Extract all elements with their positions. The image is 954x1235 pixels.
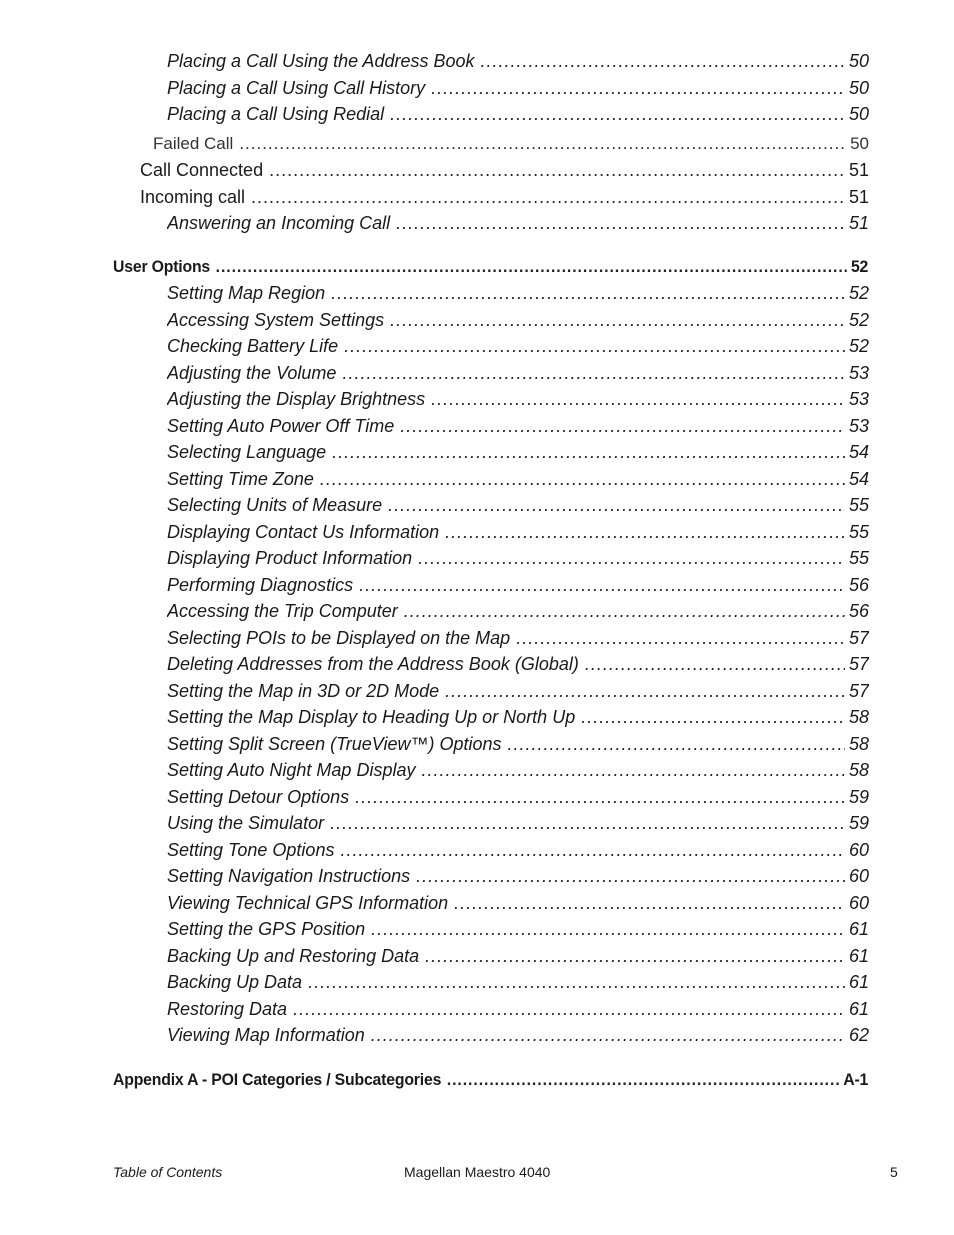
toc-entry (167, 49, 869, 73)
toc-entry-page: 58 (848, 707, 869, 727)
toc-entry (167, 599, 869, 623)
toc-entry (167, 573, 869, 597)
toc-entry-title: Placing a Call Using Call History (167, 78, 426, 98)
dot-leader (404, 599, 845, 623)
toc-entry (167, 652, 869, 676)
toc-entry-page: 54 (848, 469, 869, 489)
dot-leader (216, 255, 848, 279)
toc-entry-page: 53 (848, 416, 869, 436)
dot-leader (418, 546, 845, 570)
toc-entry (167, 679, 869, 703)
toc-entry-page: 50 (848, 104, 869, 124)
toc-entry-title: Restoring Data (167, 999, 288, 1019)
toc-entry-page: 55 (848, 548, 869, 568)
toc-entry-page: 55 (848, 495, 869, 515)
dot-leader (239, 132, 846, 156)
toc-entry (167, 211, 869, 235)
dot-leader (320, 467, 845, 491)
toc-entry-title: Checking Battery Life (167, 336, 339, 356)
toc-entry-page: 57 (848, 628, 869, 648)
toc-entry-title: Setting the Map Display to Heading Up or North Up (167, 707, 576, 727)
toc-entry-title: Accessing System Settings (167, 310, 385, 330)
dot-leader (445, 679, 845, 703)
toc-entry-title: Setting the GPS Position (167, 919, 366, 939)
toc-entry-title: Selecting Language (167, 442, 327, 462)
dot-leader (342, 361, 845, 385)
toc-entry-page: 57 (848, 654, 869, 674)
dot-leader (332, 440, 845, 464)
toc-entry-page: 54 (848, 442, 869, 462)
dot-leader (585, 652, 845, 676)
toc-entry (167, 387, 869, 411)
dot-leader (293, 997, 845, 1021)
toc-entry (167, 997, 869, 1021)
dot-leader (431, 387, 845, 411)
toc-entry (167, 281, 869, 305)
toc-entry (167, 626, 869, 650)
toc-entry-title: Backing Up and Restoring Data (167, 946, 420, 966)
dot-leader (445, 520, 845, 544)
dot-leader (355, 785, 845, 809)
toc-entry-title: Adjusting the Display Brightness (167, 389, 426, 409)
toc-entry (167, 705, 869, 729)
toc-entry-title: Answering an Incoming Call (167, 213, 391, 233)
toc-entry (167, 811, 869, 835)
toc-entry-title: Setting Tone Options (167, 840, 335, 860)
toc-entry-page: 51 (848, 213, 869, 233)
dot-leader (581, 705, 845, 729)
toc-entry-title: Call Connected (140, 160, 264, 180)
toc-entry (167, 891, 869, 915)
dot-leader (344, 334, 845, 358)
dot-leader (331, 281, 845, 305)
toc-entry (167, 758, 869, 782)
dot-leader (421, 758, 845, 782)
toc-entry (167, 1023, 869, 1047)
toc-entry (167, 76, 869, 100)
footer-page-number: 5 (890, 1164, 898, 1180)
toc-section-heading (113, 255, 868, 279)
toc-entry-title: Selecting POIs to be Displayed on the Map (167, 628, 511, 648)
toc-entry-page: 61 (848, 919, 869, 939)
footer-product-name: Magellan Maestro 4040 (404, 1164, 551, 1180)
toc-entry-page: 60 (848, 840, 869, 860)
dot-leader (454, 891, 845, 915)
toc-section-heading (113, 1068, 868, 1092)
toc-entry-title: Setting Map Region (167, 283, 326, 303)
toc-entry-title: Adjusting the Volume (167, 363, 337, 383)
dot-leader (269, 158, 845, 182)
dot-leader (400, 414, 845, 438)
toc-entry (167, 944, 869, 968)
toc-entry (167, 493, 869, 517)
toc-entry-page: 60 (848, 866, 869, 886)
toc-entry-title: Viewing Technical GPS Information (167, 893, 449, 913)
toc-entry-page: 55 (848, 522, 869, 542)
toc-entry-page: 50 (850, 134, 869, 153)
dot-leader (251, 185, 845, 209)
toc-entry-page: 61 (848, 972, 869, 992)
toc-entry-page: 50 (848, 51, 869, 71)
toc-entry-page: 60 (848, 893, 869, 913)
toc-entry-page: 62 (848, 1025, 869, 1045)
toc-entry-title: Setting the Map in 3D or 2D Mode (167, 681, 440, 701)
toc-entry (167, 838, 869, 862)
toc-entry-title: Displaying Contact Us Information (167, 522, 440, 542)
toc-entry-page: 52 (848, 336, 869, 356)
toc-entry (167, 102, 869, 126)
dot-leader (330, 811, 845, 835)
footer-section-name: Table of Contents (113, 1164, 223, 1180)
toc-entry-page: 56 (848, 601, 869, 621)
toc-entry-page: 58 (848, 760, 869, 780)
dot-leader (390, 308, 845, 332)
toc-entry (167, 864, 869, 888)
dot-leader (516, 626, 845, 650)
dot-leader (447, 1068, 840, 1092)
toc-entry-page: 51 (848, 160, 869, 180)
dot-leader (396, 211, 845, 235)
toc-entry-page: 52 (850, 257, 869, 276)
toc-entry-page: 53 (848, 363, 869, 383)
toc-entry-title: Setting Detour Options (167, 787, 350, 807)
toc-entry-title: Viewing Map Information (167, 1025, 365, 1045)
dot-leader (507, 732, 844, 756)
toc-entry-title: Performing Diagnostics (167, 575, 354, 595)
toc-entry-title: Appendix A - POI Categories / Subcategories (113, 1070, 442, 1089)
toc-entry (167, 334, 869, 358)
toc-entry-page: 59 (848, 787, 869, 807)
toc-entry-title: Setting Auto Night Map Display (167, 760, 416, 780)
toc-entry-title: Deleting Addresses from the Address Book (Global) (167, 654, 579, 674)
toc-entry (140, 185, 869, 209)
toc-entry (140, 158, 869, 182)
dot-leader (431, 76, 845, 100)
toc-entry-title: Backing Up Data (167, 972, 303, 992)
toc-entry-page: 52 (848, 283, 869, 303)
toc-entry (167, 414, 869, 438)
toc-entry (167, 970, 869, 994)
toc-entry (167, 917, 869, 941)
toc-entry (167, 440, 869, 464)
toc-entry-title: Using the Simulator (167, 813, 325, 833)
toc-entry (167, 308, 869, 332)
toc-entry (167, 785, 869, 809)
toc-entry-title: Setting Navigation Instructions (167, 866, 411, 886)
dot-leader (371, 917, 845, 941)
toc-entry-page: 61 (848, 999, 869, 1019)
dot-leader (359, 573, 845, 597)
dot-leader (308, 970, 845, 994)
toc-entry (167, 467, 869, 491)
toc-entry-page: A-1 (843, 1070, 869, 1089)
toc-entry-page: 52 (848, 310, 869, 330)
dot-leader (416, 864, 845, 888)
toc-entry-page: 58 (848, 734, 869, 754)
toc-entry-title: Setting Auto Power Off Time (167, 416, 395, 436)
toc-entry-title: Placing a Call Using Redial (167, 104, 385, 124)
toc-entry-page: 59 (848, 813, 869, 833)
toc-entry-page: 51 (848, 187, 869, 207)
toc-entry-title: Setting Split Screen (TrueView™) Options (167, 734, 502, 754)
toc-entry (167, 732, 869, 756)
toc-entry-title: Incoming call (140, 187, 246, 207)
toc-entry-page: 53 (848, 389, 869, 409)
toc-entry (167, 520, 869, 544)
toc-entry-page: 56 (848, 575, 869, 595)
dot-leader (371, 1023, 845, 1047)
toc-entry (167, 546, 869, 570)
toc-entry-title: Placing a Call Using the Address Book (167, 51, 475, 71)
dot-leader (390, 102, 845, 126)
toc-entry-title: Accessing the Trip Computer (167, 601, 398, 621)
toc-entry-page: 61 (848, 946, 869, 966)
toc-entry-title: Failed Call (153, 134, 234, 153)
toc-entry-page: 57 (848, 681, 869, 701)
toc-entry (167, 361, 869, 385)
dot-leader (340, 838, 845, 862)
toc-entry-page: 50 (848, 78, 869, 98)
toc-entry-title: Setting Time Zone (167, 469, 314, 489)
toc-entry-title: User Options (113, 257, 211, 276)
toc-entry (153, 132, 869, 156)
dot-leader (481, 49, 845, 73)
dot-leader (388, 493, 845, 517)
toc-entry-title: Displaying Product Information (167, 548, 413, 568)
toc-entry-title: Selecting Units of Measure (167, 495, 383, 515)
dot-leader (425, 944, 845, 968)
